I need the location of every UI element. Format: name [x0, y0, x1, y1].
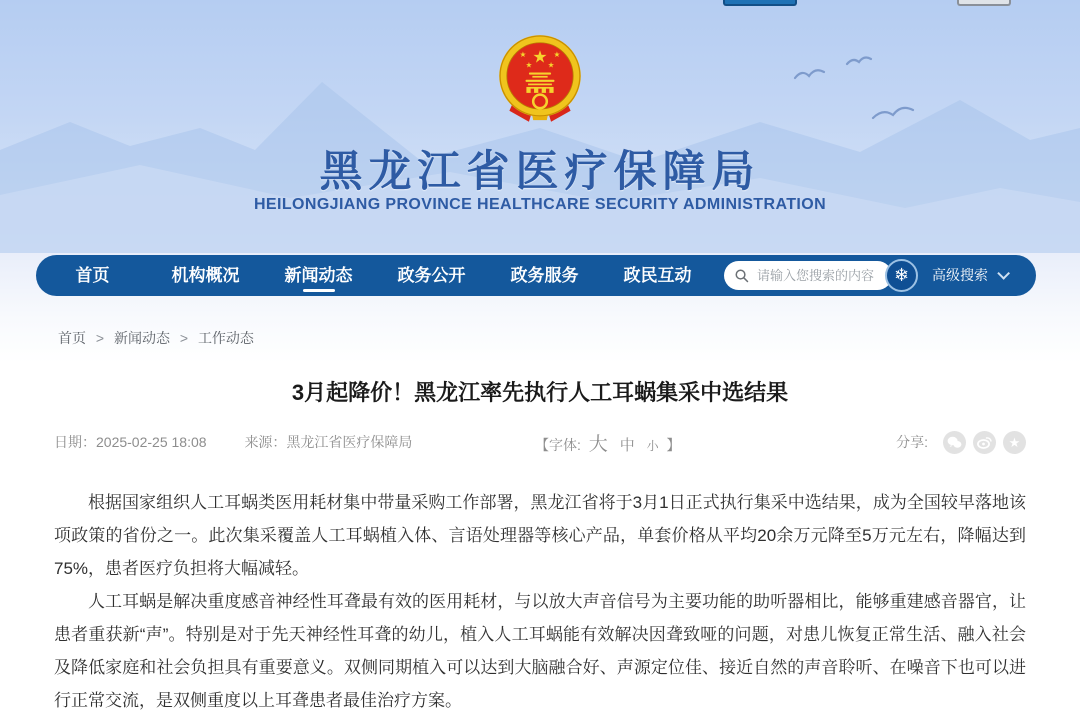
nav-item-interaction[interactable] — [601, 255, 714, 296]
top-cutoff-gray-button — [957, 0, 1011, 6]
source-value: 黑龙江省医疗保障局 — [286, 434, 413, 450]
search-box[interactable] — [724, 261, 892, 290]
active-indicator — [303, 289, 335, 292]
breadcrumb-news[interactable]: 新闻动态 — [113, 330, 170, 346]
nav-item-label: 政民互动 — [623, 266, 692, 285]
search-input[interactable] — [755, 267, 882, 284]
date-label: 日期： — [54, 434, 96, 450]
article-paragraph: 人工耳蜗是解决重度感音神经性耳聋最有效的医用耗材，与以放大声音信号为主要功能的助听器相比，能够重建感音器官，让患者重获新“声”。特别是对于先天神经性耳聋的幼儿，植入人工耳蜗能有效解决因聋致哑的问题，对患儿恢复正常生活、融入社会及降低家庭和社会负担具有重要意义。双侧同期植入可以达到大脑融合好、声源定位佳、接近自然的声音聆听、在噪音下也可以进行正常交流，是双侧重度以上耳聋患者最佳治疗方案。 — [54, 592, 1026, 710]
article-meta — [54, 430, 1026, 454]
font-widget-prefix: 【字体: — [535, 436, 581, 453]
font-size-small-button[interactable]: 小 — [646, 438, 659, 453]
nav-item-gov-disclosure[interactable] — [375, 255, 488, 296]
nav-item-label: 政务公开 — [397, 266, 466, 285]
article-paragraph: 根据国家组织人工耳蜗类医用耗材集中带量采购工作部署，黑龙江省将于3月1日正式执行集采中选结果，成为全国较早落地该项政策的省份之一。此次集采覆盖人工耳蜗植入体、言语处理器等核心产品，单套价格从平均20余万元降至5万元左右，降幅达到75%，患者医疗负担将大幅减轻。 — [54, 493, 1026, 578]
breadcrumb-separator: > — [95, 330, 105, 346]
snowflake-icon[interactable]: ❄ — [885, 259, 918, 292]
svg-text:★: ★ — [553, 50, 561, 60]
breadcrumb-home[interactable]: 首页 — [58, 330, 86, 346]
advanced-search-label: 高级搜索 — [932, 267, 988, 283]
nav-item-home[interactable] — [36, 255, 149, 296]
nav-item-label: 首页 — [75, 266, 110, 285]
nav-item-label: 机构概况 — [171, 266, 240, 285]
nav-item-gov-services[interactable] — [488, 255, 601, 296]
svg-text:★: ★ — [519, 50, 527, 60]
share-label: 分享: — [896, 434, 928, 450]
article-body — [54, 486, 1026, 717]
site-banner — [0, 0, 1080, 253]
share-weibo-icon[interactable] — [973, 431, 996, 454]
svg-text:★: ★ — [532, 47, 548, 68]
share-favorite-icon[interactable]: ★ — [1003, 431, 1026, 454]
svg-text:★: ★ — [547, 60, 555, 70]
main-navigation — [36, 255, 1036, 296]
breadcrumb-separator: > — [179, 330, 189, 346]
nav-item-overview[interactable] — [149, 255, 262, 296]
source-label: 来源： — [244, 434, 287, 450]
advanced-search-button[interactable] — [932, 255, 1006, 296]
font-size-large-button[interactable]: 大 — [588, 433, 608, 455]
breadcrumb — [58, 328, 254, 348]
font-size-widget — [535, 429, 681, 456]
font-widget-suffix: 】 — [666, 436, 681, 453]
nav-item-label: 新闻动态 — [284, 266, 353, 285]
nav-search-area — [714, 255, 1036, 296]
chevron-down-icon — [997, 267, 1010, 280]
svg-text:★: ★ — [525, 60, 533, 70]
share-box — [896, 431, 1026, 454]
birds-icon — [795, 58, 913, 118]
date-value: 2025-02-25 18:08 — [96, 434, 207, 450]
nav-item-label: 政务服务 — [510, 266, 579, 285]
top-cutoff-blue-button — [723, 0, 797, 6]
site-title: 黑龙江省医疗保障局 — [319, 148, 761, 196]
china-national-emblem-icon — [489, 30, 591, 132]
article-title: 3月起降价！黑龙江率先执行人工耳蜗集采中选结果 — [291, 380, 789, 405]
nav-item-news[interactable] — [262, 255, 375, 296]
site-subtitle: HEILONGJIANG PROVINCE HEALTHCARE SECURITY ADMINISTRATION — [253, 196, 827, 213]
article-meta-left — [54, 432, 412, 452]
search-icon — [734, 268, 749, 283]
font-size-medium-button[interactable]: 中 — [619, 436, 635, 454]
share-wechat-icon[interactable] — [943, 431, 966, 454]
breadcrumb-current[interactable]: 工作动态 — [197, 330, 254, 346]
